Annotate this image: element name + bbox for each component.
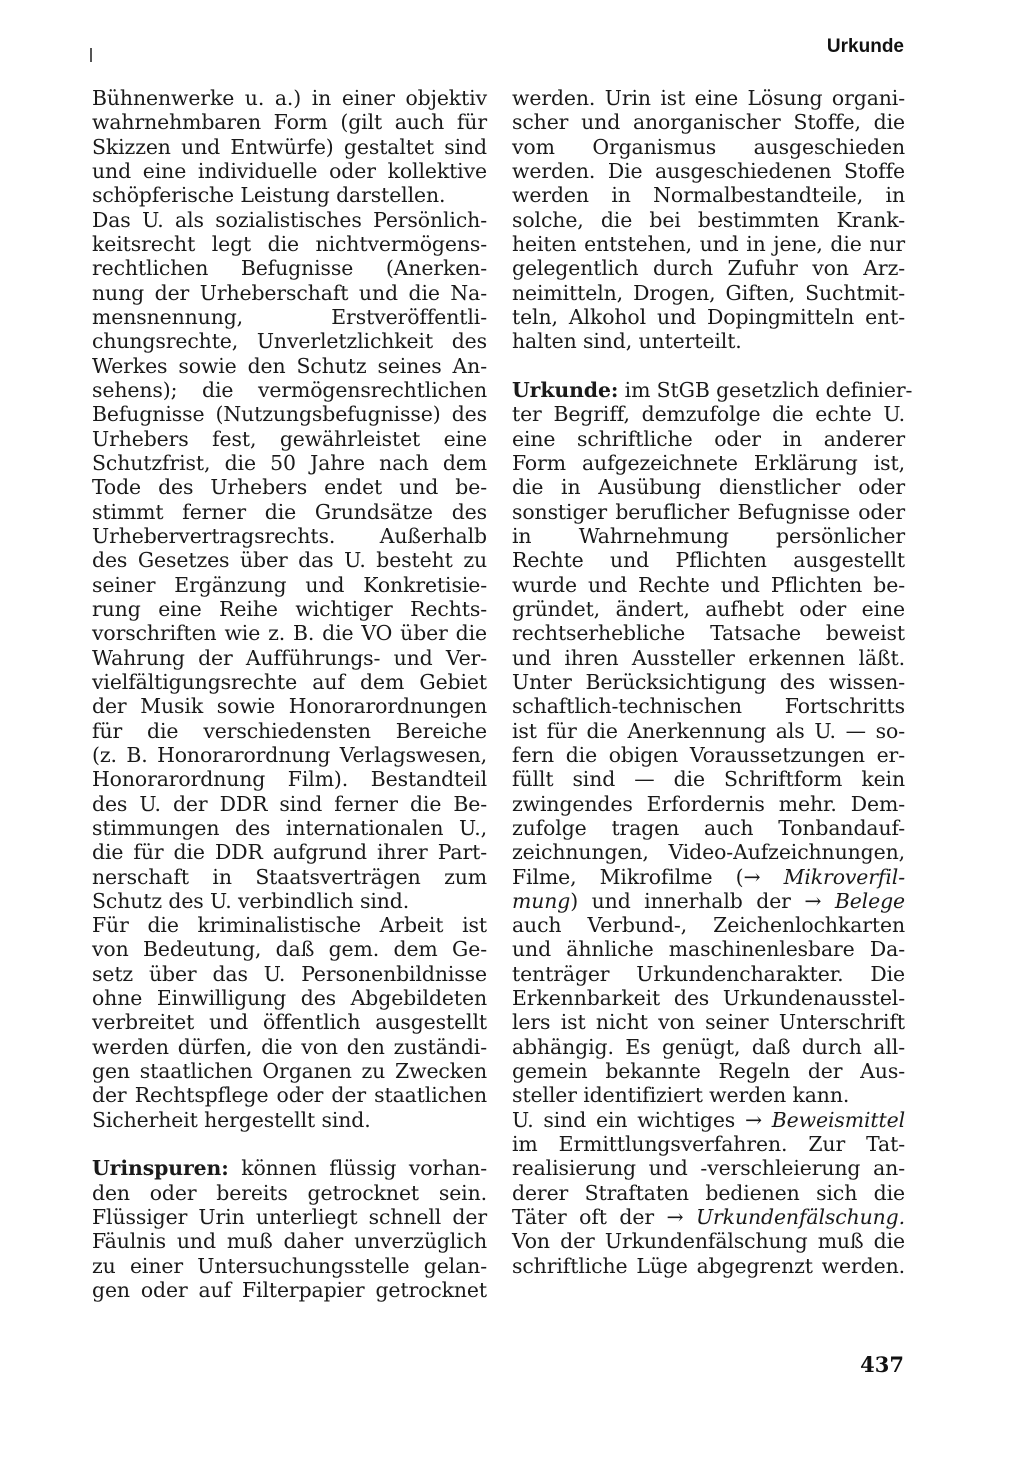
text-line — [512, 1205, 905, 1229]
text-line — [92, 500, 487, 524]
text-line — [92, 1108, 487, 1132]
text-line — [92, 183, 487, 207]
text-line — [512, 767, 905, 791]
line-text: Urhebervertragsrechts. Außerhalb — [92, 523, 487, 548]
text-line — [92, 573, 487, 597]
text-line — [92, 962, 487, 986]
text-line — [512, 743, 905, 767]
line-text: für die verschiedensten Bereiche — [92, 718, 487, 743]
line-text: abhängig. Es genügt, daß durch all- — [512, 1034, 905, 1059]
line-text: wahrnehmbaren Form (gilt auch für — [92, 110, 487, 135]
text-line — [92, 232, 487, 256]
text-line — [512, 719, 905, 743]
line-text: Unter Berücksichtigung des wissen- — [512, 669, 905, 694]
text-line — [512, 500, 905, 524]
line-text: zufolge tragen auch Tonbandauf- — [512, 815, 905, 840]
text-line — [92, 208, 487, 232]
line-text: U. sind ein wichtiges → — [512, 1107, 772, 1132]
line-text: Bühnenwerke u. a.) in einer objektiv — [92, 86, 487, 110]
text-line — [512, 1035, 905, 1059]
text-line — [512, 232, 905, 256]
line-text: die für die DDR aufgrund ihrer Part- — [92, 840, 487, 865]
line-text: sonstiger beruflicher Befugnisse oder — [512, 499, 905, 524]
line-text: rechtserhebliche Tatsache beweist — [512, 621, 905, 646]
text-line — [92, 378, 487, 402]
text-line — [92, 135, 487, 159]
line-text: Skizzen und Entwürfe) gestaltet sind — [92, 134, 487, 159]
text-line — [512, 208, 905, 232]
text-line — [92, 1156, 487, 1180]
text-line — [92, 816, 487, 840]
line-text: und ähnliche maschinenlesbare Da- — [512, 937, 905, 962]
line-text: eine schriftliche oder in anderer — [512, 426, 905, 451]
line-text: Filme, Mikrofilme (→ — [512, 864, 784, 889]
line-text: füllt sind — die Schriftform kein — [512, 767, 905, 792]
text-line — [512, 792, 905, 816]
entry-headword: Urinspuren: — [92, 1156, 229, 1181]
text-line — [92, 1205, 487, 1229]
cross-reference: Beweismittel — [771, 1107, 905, 1132]
line-text: die in Ausübung dienstlicher oder — [512, 475, 905, 500]
text-line — [512, 329, 905, 353]
text-line — [92, 1035, 487, 1059]
line-text: stimmungen des internationalen U., — [92, 815, 487, 840]
text-line — [512, 694, 905, 718]
cross-reference: mung — [512, 888, 571, 913]
line-text: vom Organismus ausgeschieden — [512, 134, 905, 159]
line-text: in Wahrnehmung persönlicher — [512, 523, 905, 548]
line-text: Rechte und Pflichten ausgestellt — [512, 548, 905, 573]
text-line — [92, 792, 487, 816]
line-text: verbreitet und öffentlich ausgestellt — [92, 1010, 487, 1035]
line-text: zeichnungen, Video-Aufzeichnungen, — [512, 840, 905, 865]
text-line — [512, 524, 905, 548]
line-text: solche, die bei bestimmten Krank- — [512, 207, 905, 232]
line-text: Schutzfrist, die 50 Jahre nach dem — [92, 450, 487, 475]
line-text: rechtlichen Befugnisse (Anerken- — [92, 256, 487, 281]
text-line — [92, 597, 487, 621]
line-text: und eine individuelle oder kollektive — [92, 158, 487, 183]
text-line — [92, 670, 487, 694]
text-line — [512, 402, 905, 426]
text-line — [92, 719, 487, 743]
line-text: Das U. als sozialistisches Persönlich- — [92, 207, 487, 232]
line-text: werden dürfen, die von den zuständi- — [92, 1034, 487, 1059]
page-number: 437 — [860, 1352, 904, 1377]
line-text: Erkennbarkeit des Urkundenausstel- — [512, 986, 905, 1011]
text-line — [512, 865, 905, 889]
text-line — [512, 1156, 905, 1180]
text-line — [92, 1254, 487, 1278]
text-line — [512, 621, 905, 645]
text-line — [92, 646, 487, 670]
text-line — [92, 767, 487, 791]
text-line — [92, 110, 487, 134]
line-text: realisierung und -verschleierung an- — [512, 1156, 905, 1181]
line-text: Schutz des U. verbindlich sind. — [92, 888, 410, 913]
text-line — [512, 305, 905, 329]
line-text: Wahrung der Aufführungs- und Ver- — [92, 645, 487, 670]
line-text: Urhebers fest, gewährleistet eine — [92, 426, 487, 451]
line-text: der Musik sowie Honorarordnungen — [92, 694, 487, 719]
text-line — [512, 646, 905, 670]
line-text: werden in Normalbestandteile, in — [512, 183, 905, 208]
text-line — [512, 1108, 905, 1132]
text-line — [92, 1010, 487, 1034]
text-line — [92, 86, 487, 110]
line-text: fern die obigen Voraussetzungen er- — [512, 742, 905, 767]
line-text: Werkes sowie den Schutz seines An- — [92, 353, 487, 378]
line-text: werden. Urin ist eine Lösung organi- — [512, 86, 905, 110]
text-line — [512, 427, 905, 451]
text-line — [92, 281, 487, 305]
text-line — [512, 889, 905, 913]
text-line — [512, 377, 913, 402]
line-text: wurde und Rechte und Pflichten be- — [512, 572, 905, 597]
line-text: steller identifiziert werden kann. — [512, 1083, 850, 1108]
line-text: Für die kriminalistische Arbeit ist — [92, 913, 487, 938]
line-text: chungsrechte, Unverletzlichkeit des — [92, 329, 487, 354]
entry-headword: Urkunde: — [512, 377, 619, 402]
text-line — [512, 670, 905, 694]
line-text: gemein bekannte Regeln der Aus- — [512, 1059, 905, 1084]
text-line — [512, 1254, 905, 1278]
line-text: schriftliche Lüge abgegrenzt werden. — [512, 1253, 905, 1278]
text-line — [512, 913, 905, 937]
text-line — [512, 573, 905, 597]
line-text: Von der Urkundenfälschung muß die — [512, 1229, 905, 1254]
text-line — [92, 305, 487, 329]
text-line — [512, 1059, 905, 1083]
text-line — [92, 402, 487, 426]
text-line — [512, 183, 905, 207]
line-text: ter Begriff, demzufolge die echte U. — [512, 402, 905, 427]
line-text: im StGB gesetzlich definier- — [618, 377, 913, 402]
text-line — [512, 281, 905, 305]
line-text: Honorarordnung Film). Bestandteil — [92, 767, 487, 792]
line-text: vorschriften wie z. B. die VO über die — [92, 621, 487, 646]
line-text: (z. B. Honorarordnung Verlagswesen, — [92, 742, 487, 767]
line-text: ist für die Anerkennung als U. — so- — [512, 718, 905, 743]
cross-reference: Belege — [834, 888, 905, 913]
text-line — [512, 937, 905, 961]
text-line — [512, 962, 905, 986]
line-text: lers ist nicht von seiner Unterschrift — [512, 1010, 905, 1035]
line-text: setz über das U. Personenbildnisse — [92, 961, 487, 986]
text-line — [92, 621, 487, 645]
line-text: Flüssiger Urin unterliegt schnell der — [92, 1205, 487, 1230]
text-line — [512, 135, 905, 159]
line-text: nung der Urheberschaft und die Na- — [92, 280, 487, 305]
line-text: mensnennung, Erstveröffentli- — [92, 304, 487, 329]
line-text: Tode des Urhebers endet und be- — [92, 475, 487, 500]
text-line — [512, 256, 905, 280]
running-head: Urkunde — [826, 36, 904, 57]
text-line — [512, 475, 905, 499]
text-line — [512, 86, 905, 110]
text-line — [512, 548, 905, 572]
line-text: zwingendes Erfordernis mehr. Dem- — [512, 791, 905, 816]
text-line — [92, 548, 487, 572]
text-line — [92, 865, 487, 889]
line-text: seiner Ergänzung und Konkretisie- — [92, 572, 487, 597]
text-line — [92, 889, 487, 913]
text-line — [512, 110, 905, 134]
text-line — [92, 475, 487, 499]
line-text: Fäulnis und muß daher unverzüglich — [92, 1229, 487, 1254]
cross-reference: Urkundenfälschung. — [695, 1205, 905, 1230]
left-column — [92, 86, 487, 1302]
line-text: des U. der DDR sind ferner die Be- — [92, 791, 487, 816]
line-text: der Rechtspflege oder der staatlichen — [92, 1083, 487, 1108]
line-text: den oder bereits getrocknet sein. — [92, 1180, 487, 1205]
text-line — [512, 1181, 905, 1205]
text-line — [92, 427, 487, 451]
text-line — [512, 451, 905, 475]
line-text: teln, Alkohol und Dopingmitteln ent- — [512, 304, 905, 329]
line-text: schaftlich-technischen Fortschritts — [512, 694, 905, 719]
text-line — [92, 451, 487, 475]
line-text: neimitteln, Drogen, Giften, Suchtmit- — [512, 280, 905, 305]
text-line — [92, 1181, 487, 1205]
text-line — [512, 1132, 905, 1156]
line-text: nerschaft in Staatsverträgen zum — [92, 864, 487, 889]
text-line — [512, 1010, 905, 1034]
line-text: können flüssig vorhan- — [228, 1156, 487, 1181]
text-line — [92, 256, 487, 280]
line-text: ) und innerhalb der → — [570, 888, 835, 913]
line-text: ohne Einwilligung des Abgebildeten — [92, 986, 487, 1011]
line-text: Täter oft der → — [512, 1205, 696, 1230]
text-line — [92, 1083, 487, 1107]
text-line — [92, 1278, 487, 1302]
line-text: sehens); die vermögensrechtlichen — [92, 377, 487, 402]
line-text: derer Straftaten bedienen sich die — [512, 1180, 905, 1205]
line-text: heiten entstehen, und in jene, die nur — [512, 231, 905, 256]
line-text: schöpferische Leistung darstellen. — [92, 183, 446, 208]
line-text: vielfältigungsrechte auf dem Gebiet — [92, 669, 487, 694]
margin-tick-mark — [90, 48, 92, 62]
line-text: auch Verbund-, Zeichenlochkarten — [512, 913, 905, 938]
text-line — [92, 937, 487, 961]
line-text: des Gesetzes über das U. besteht zu — [92, 548, 487, 573]
text-line — [92, 743, 487, 767]
text-line — [92, 524, 487, 548]
line-text: Sicherheit hergestellt sind. — [92, 1107, 371, 1132]
text-line — [512, 816, 905, 840]
line-text: und ihren Aussteller erkennen läßt. — [512, 645, 905, 670]
text-line — [92, 1059, 487, 1083]
text-line — [92, 986, 487, 1010]
paragraph-gap — [512, 354, 905, 378]
text-line — [92, 694, 487, 718]
text-line — [92, 354, 487, 378]
text-line — [512, 1229, 905, 1253]
line-text: zu einer Untersuchungsstelle gelan- — [92, 1253, 487, 1278]
line-text: von Bedeutung, daß gem. dem Ge- — [92, 937, 487, 962]
paragraph-gap — [92, 1132, 487, 1156]
text-line — [92, 329, 487, 353]
line-text: Form aufgezeichnete Erklärung ist, — [512, 450, 905, 475]
line-text: gründet, ändert, aufhebt oder eine — [512, 596, 905, 621]
text-line — [92, 913, 487, 937]
text-line — [92, 159, 487, 183]
text-line — [92, 840, 487, 864]
text-line — [512, 986, 905, 1010]
text-line — [512, 1083, 905, 1107]
cross-reference: Mikroverfil- — [783, 864, 905, 889]
line-text: im Ermittlungsverfahren. Zur Tat- — [512, 1132, 905, 1157]
line-text: scher und anorganischer Stoffe, die — [512, 110, 905, 135]
text-line — [512, 840, 905, 864]
right-column — [512, 86, 913, 1278]
line-text: tenträger Urkundencharakter. Die — [512, 961, 905, 986]
text-line — [92, 1229, 487, 1253]
line-text: werden. Die ausgeschiedenen Stoffe — [512, 158, 905, 183]
line-text: gen oder auf Filterpapier getrocknet — [92, 1278, 487, 1303]
line-text: gen staatlichen Organen zu Zwecken — [92, 1059, 487, 1084]
line-text: gelegentlich durch Zufuhr von Arz- — [512, 256, 905, 281]
line-text: keitsrecht legt die nichtvermögens- — [92, 231, 487, 256]
text-line — [512, 159, 905, 183]
text-line — [512, 597, 905, 621]
line-text: Befugnisse (Nutzungsbefugnisse) des — [92, 402, 487, 427]
line-text: halten sind, unterteilt. — [512, 329, 742, 354]
line-text: rung eine Reihe wichtiger Rechts- — [92, 596, 487, 621]
line-text: stimmt ferner die Grundsätze des — [92, 499, 487, 524]
